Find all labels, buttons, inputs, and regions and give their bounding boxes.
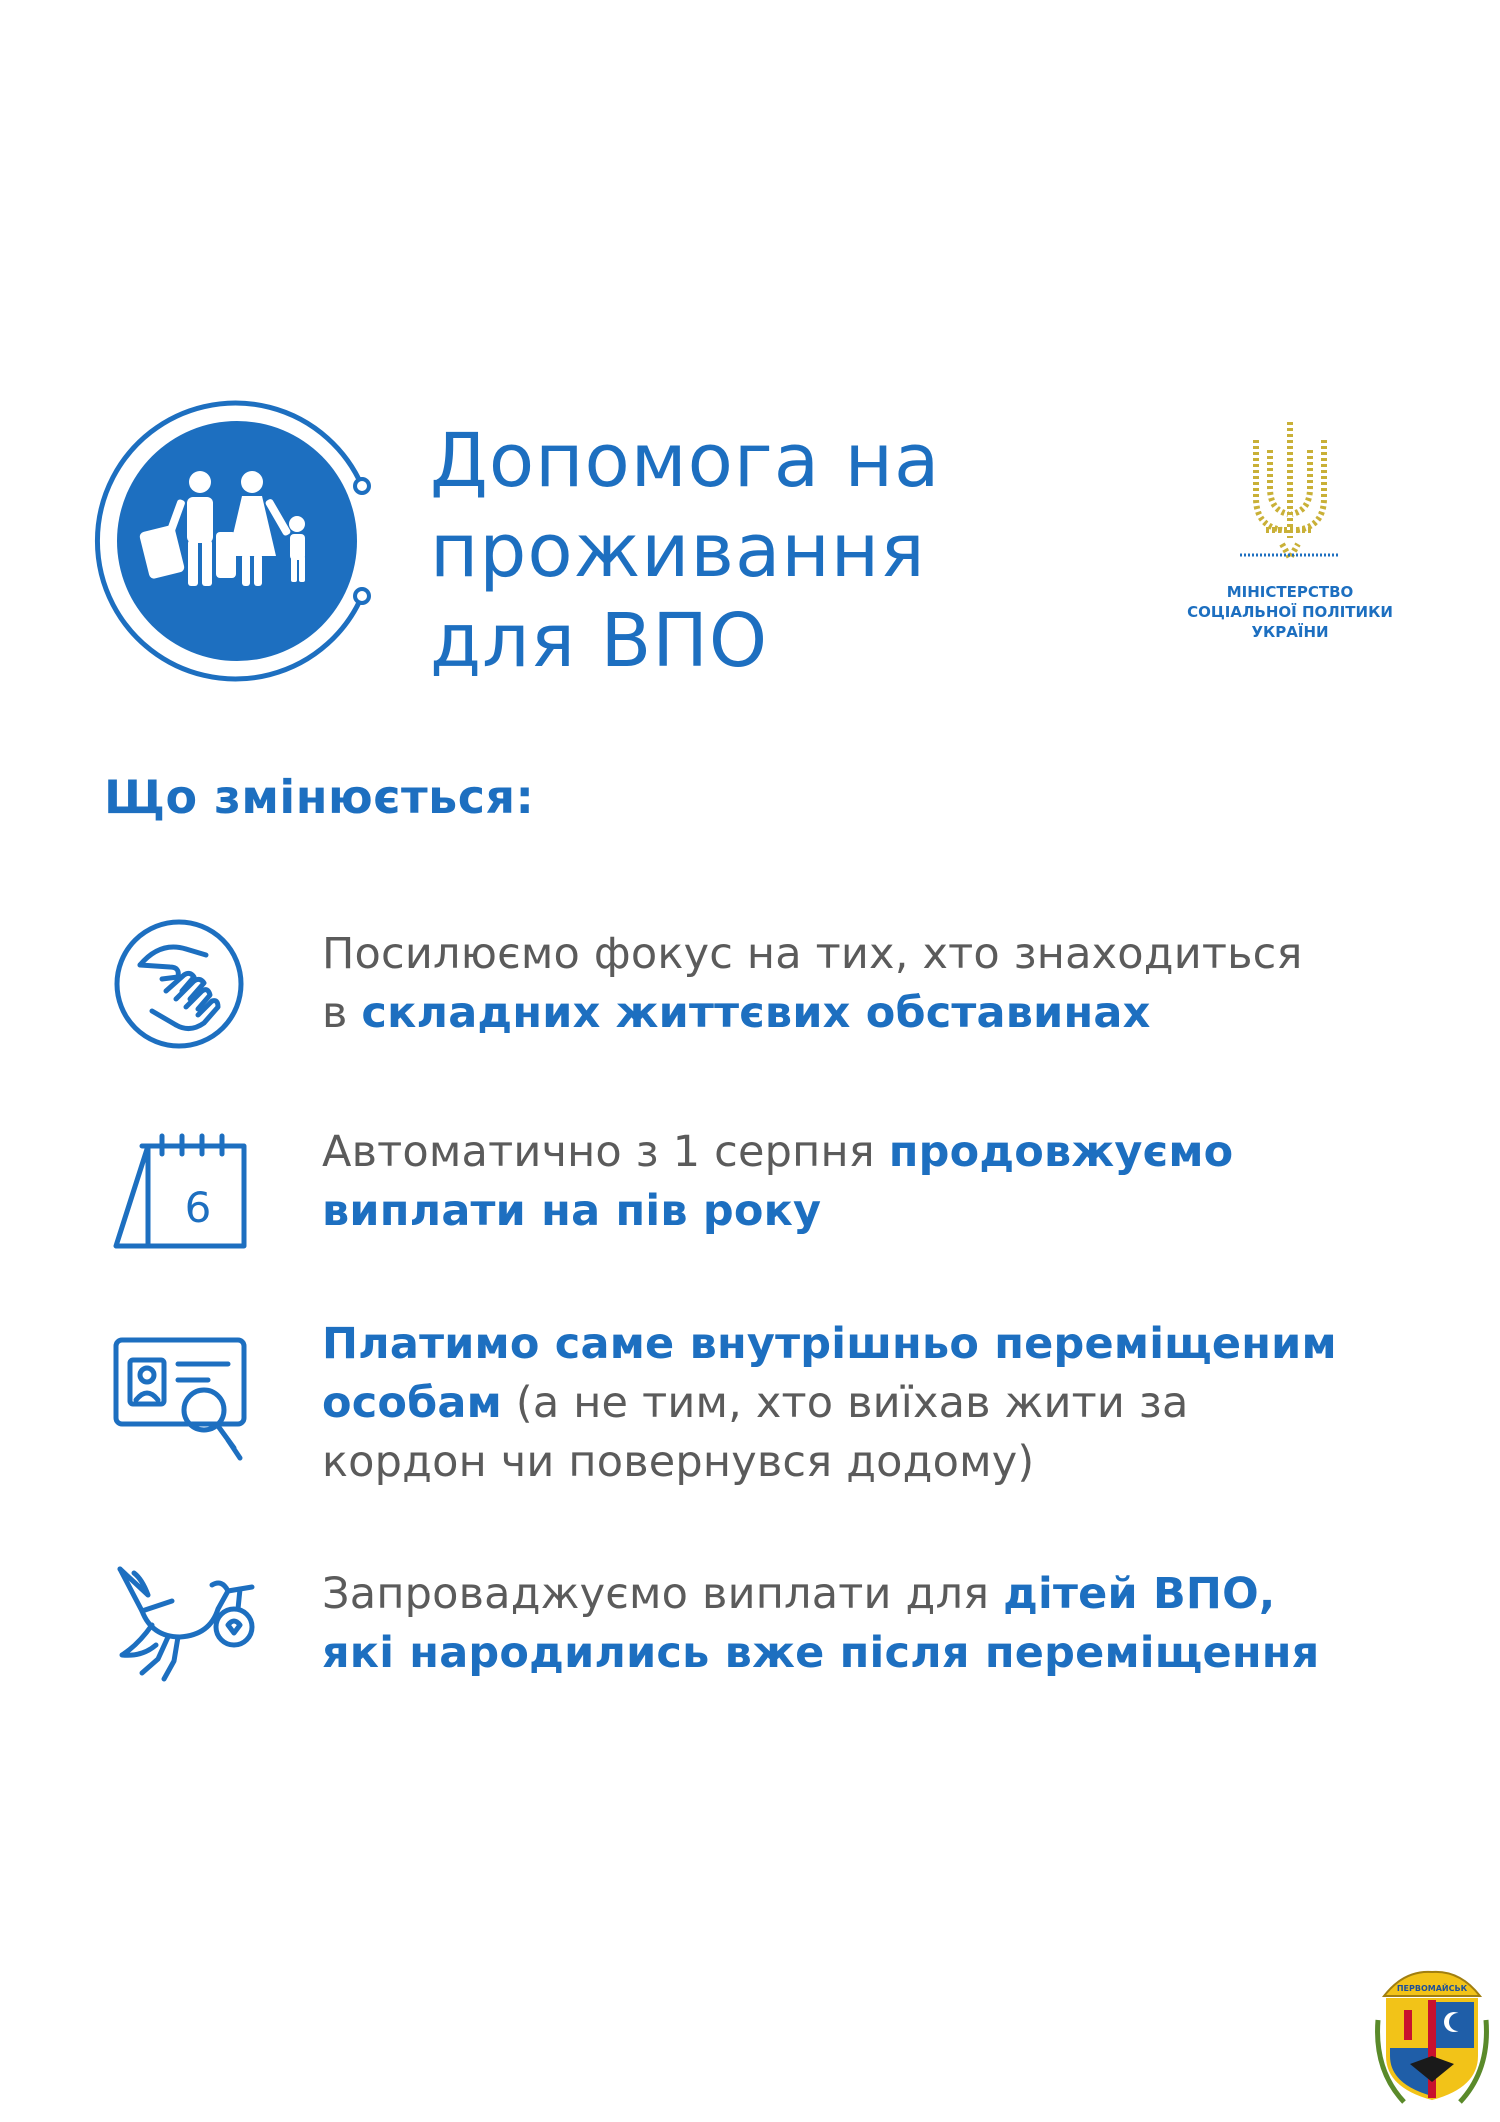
page-title [430, 416, 940, 686]
item-text [322, 1315, 1442, 1492]
title-line-3: для ВПО [430, 598, 769, 684]
ministry-name-line-3: УКРАЇНИ [1251, 623, 1329, 641]
crest-label: ПЕРВОМАЙСЬК [1396, 1984, 1468, 1993]
ministry-name [1180, 582, 1400, 642]
ministry-name-line-1: МІНІСТЕРСТВО [1226, 583, 1354, 601]
item-text [322, 1123, 1442, 1241]
item-3-line-1: Платимо саме внутрішньо переміщеним [322, 1319, 1337, 1369]
calendar-icon [108, 1128, 252, 1256]
trident-emblem-icon [1242, 418, 1338, 568]
stork-icon [112, 1565, 262, 1685]
item-1-line-2 [322, 984, 1442, 1043]
ministry-divider [1240, 552, 1340, 558]
item-4-highlight: дітей ВПО, [1003, 1569, 1276, 1619]
title-line-2: проживання [430, 508, 926, 594]
helping-hands-icon [110, 915, 248, 1053]
item-3-plain: (а не тим, хто виїхав жити за [501, 1378, 1189, 1428]
item-3-line-2 [322, 1374, 1442, 1433]
item-2-highlight: продовжуємо [888, 1127, 1234, 1177]
item-text [322, 1565, 1442, 1683]
city-crest-icon [1374, 1960, 1490, 2110]
section-subtitle: Що змінюється: [104, 770, 535, 824]
family-circle-icon [92, 396, 382, 686]
calendar-day: 6 [184, 1183, 212, 1232]
ministry-name-line-2: СОЦІАЛЬНОЇ ПОЛІТИКИ [1187, 603, 1393, 621]
item-2-line-1 [322, 1123, 1442, 1182]
item-4-line-1 [322, 1565, 1442, 1624]
item-4-plain: Запроваджуємо виплати для [322, 1569, 1004, 1619]
item-1-plain: в [322, 988, 362, 1038]
title-line-1: Допомога на [430, 418, 941, 504]
id-card-search-icon [108, 1330, 252, 1470]
item-1-highlight: складних життєвих обставинах [361, 988, 1151, 1038]
item-3-highlight: особам [322, 1378, 502, 1428]
item-4-line-2: які народились вже після переміщення [322, 1628, 1320, 1678]
item-2-plain: Автоматично з 1 серпня [322, 1127, 889, 1177]
item-text [322, 925, 1442, 1043]
item-1-line-1: Посилюємо фокус на тих, хто знаходиться [322, 929, 1303, 979]
item-3-line-3: кордон чи повернувся додому) [322, 1437, 1035, 1487]
item-2-line-2: виплати на пів року [322, 1186, 822, 1236]
